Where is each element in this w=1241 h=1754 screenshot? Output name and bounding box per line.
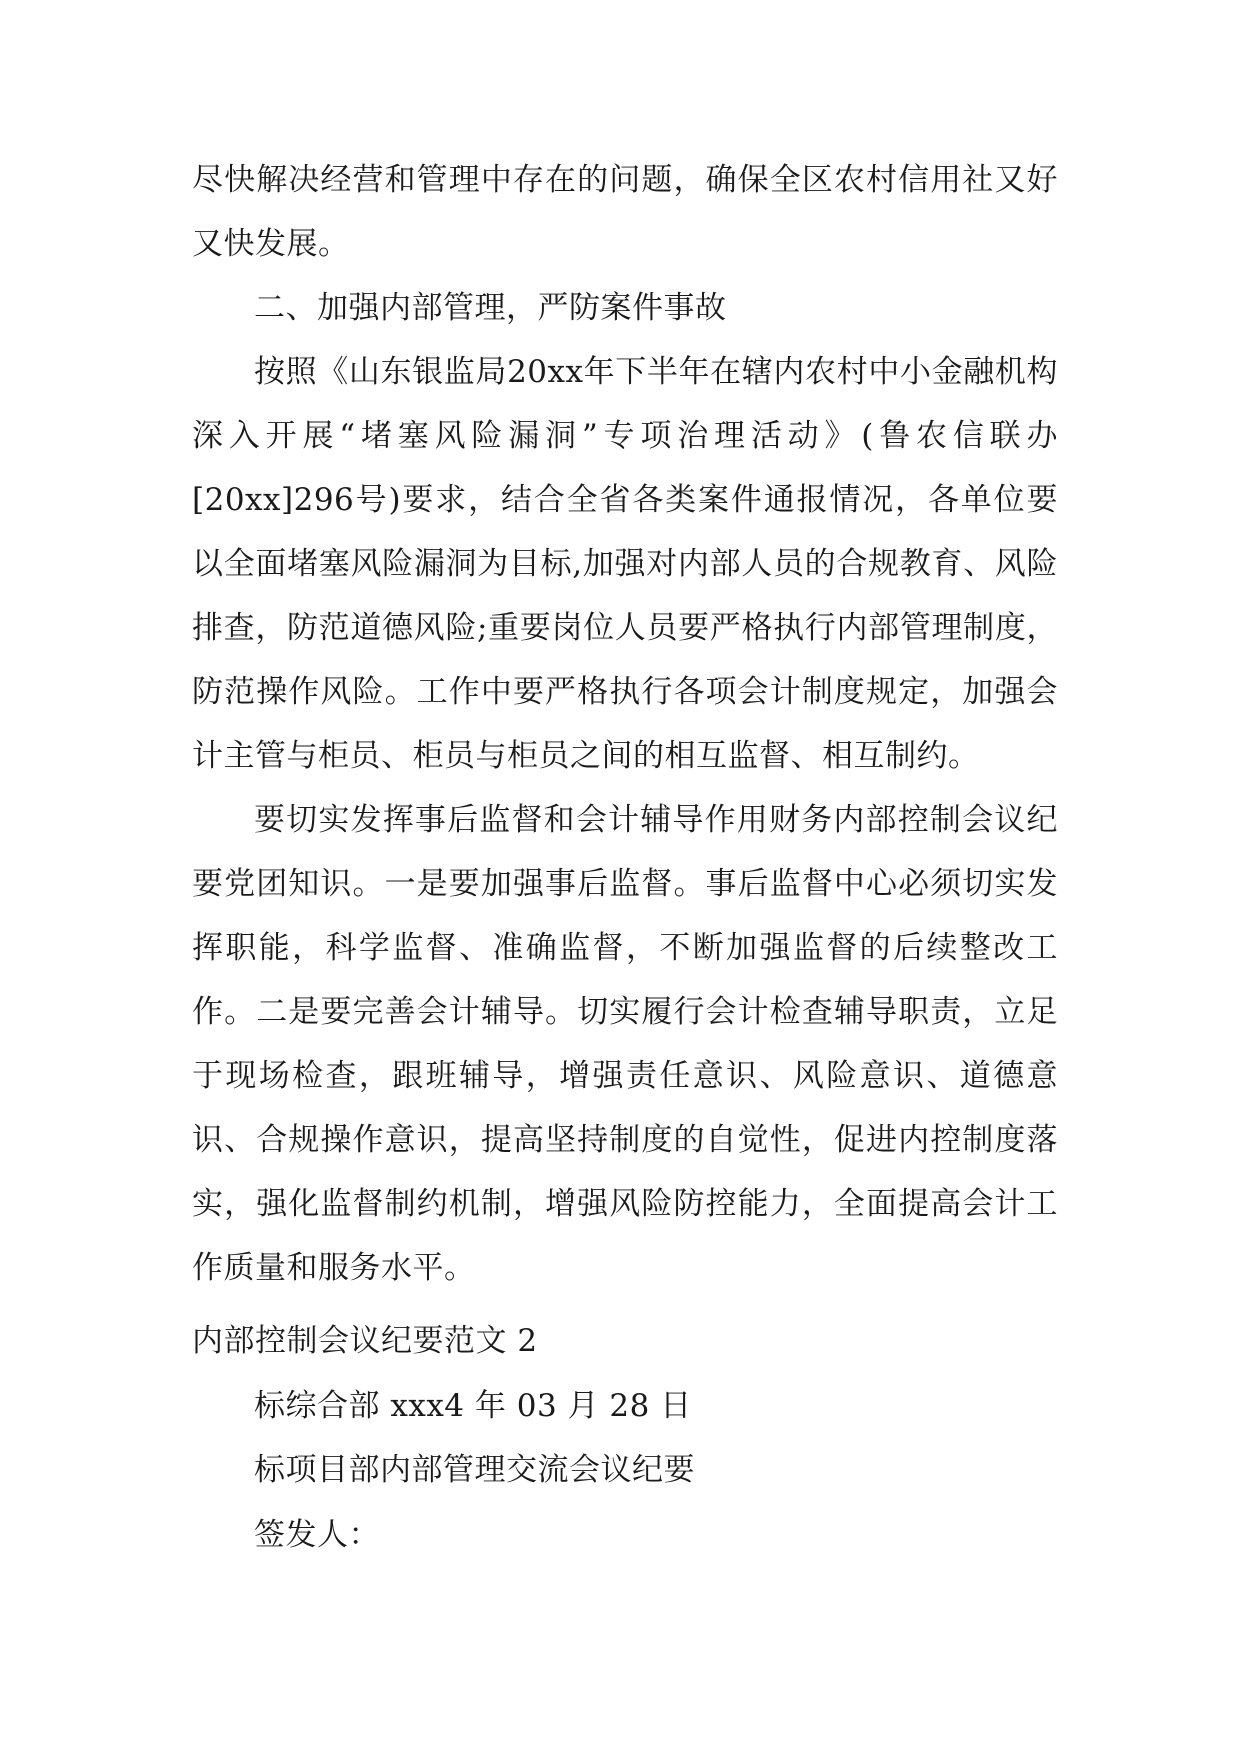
meta-title-line: 标项目部内部管理交流会议纪要: [254, 1452, 695, 1488]
paragraph-compliance: 按照《山东银监局20xx年下半年在辖内农村中小金融机构深入开展“堵塞风险漏洞”专项治理活动》(鲁农信联办[20xx]296号)要求，结合全省各类案件通报情况，各单位要以全面堵塞风险漏洞为目标,加强对内部人员的合规教育、风险排查，防范道德风险;重要岗位人员要严格执行内部管理制度，防范操作风险。工作中要严格执行各项会计制度规定，加强会计主管与柜员、柜员与柜员之间的相互监督、相互制约。: [192, 354, 1058, 774]
meta-date-line: 标综合部 xxx4 年 03 月 28 日: [254, 1388, 692, 1424]
body-text: [192, 148, 1058, 1300]
meta-issuer-line: 签发人：: [254, 1517, 380, 1553]
section-heading-2: 二、加强内部管理，严防案件事故: [254, 290, 727, 326]
paragraph-continued: 尽快解决经营和管理中存在的问题，确保全区农村信用社又好又快发展。: [192, 162, 1058, 262]
section-title: 内部控制会议纪要范文 2: [192, 1323, 538, 1359]
paragraph-supervision: 要切实发挥事后监督和会计辅导作用财务内部控制会议纪要党团知识。一是要加强事后监督。事后监督中心必须切实发挥职能，科学监督、准确监督，不断加强监督的后续整改工作。二是要完善会计辅导。切实履行会计检查辅导职责，立足于现场检查，跟班辅导，增强责任意识、风险意识、道德意识、合规操作意识，提高坚持制度的自觉性，促进内控制度落实，强化监督制约机制，增强风险防控能力，全面提高会计工作质量和服务水平。: [192, 802, 1058, 1286]
